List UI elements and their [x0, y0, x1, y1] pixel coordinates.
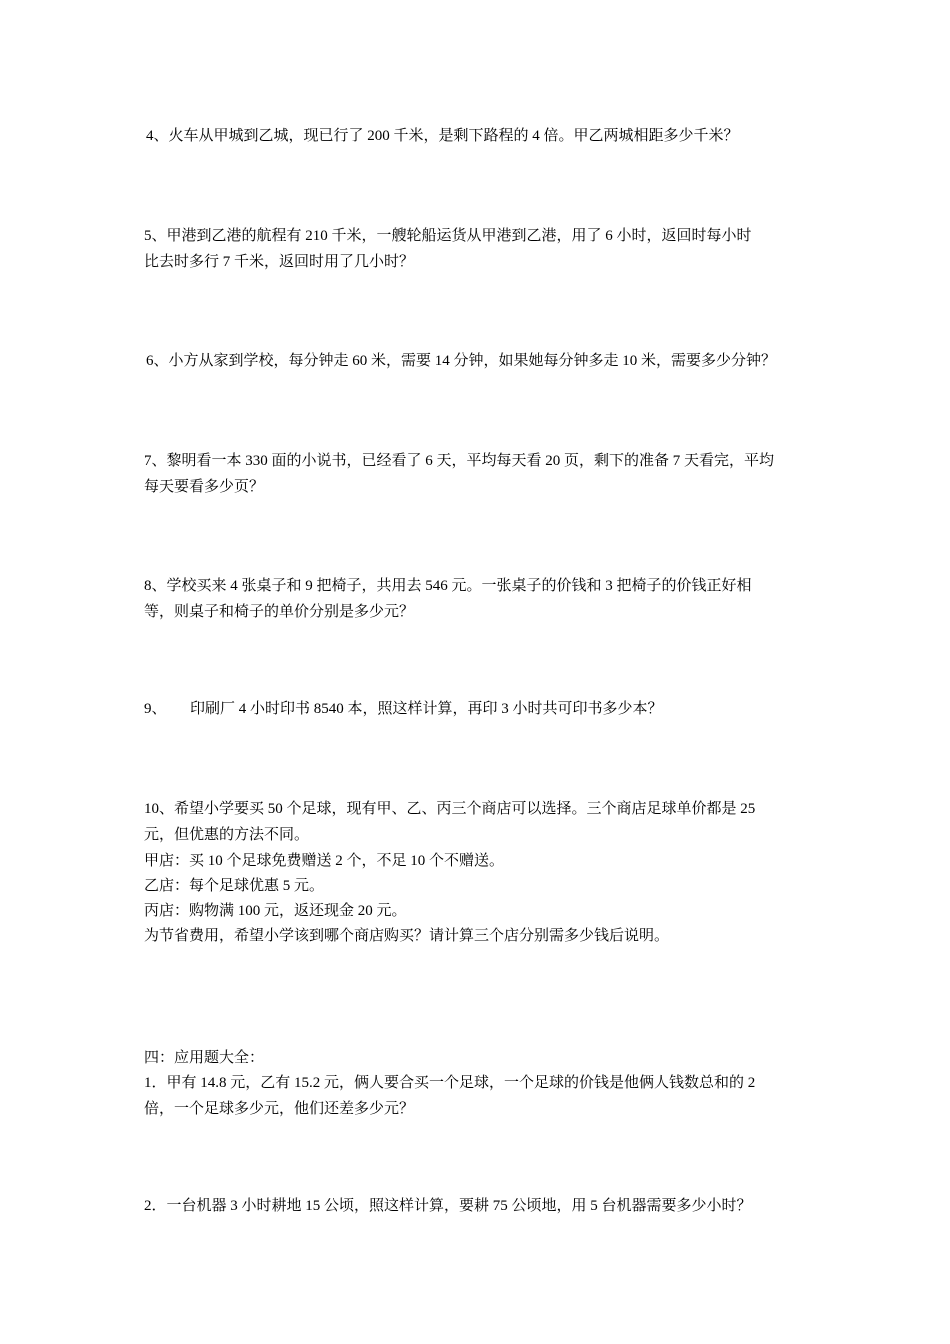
problem-10-store-c: 丙店：购物满 100 元，返还现金 20 元。 [144, 903, 407, 919]
problem-10-store-b: 乙店：每个足球优惠 5 元。 [144, 878, 325, 894]
problem-4: 4、火车从甲城到乙城，现已行了 200 千米，是剩下路程的 4 倍。甲乙两城相距多少千米？ [146, 128, 739, 144]
problem-5-line-2: 比去时多行 7 千米，返回时用了几小时？ [144, 254, 415, 270]
problem-9-number: 9、 [144, 701, 167, 717]
problem-5-line-1: 5、甲港到乙港的航程有 210 千米，一艘轮船运货从甲港到乙港，用了 6 小时，返回时每小时 [144, 228, 752, 244]
problem-7-line-1: 7、黎明看一本 330 面的小说书，已经看了 6 天，平均每天看 20 页，剩下的准备 7 天看完，平均 [144, 453, 775, 469]
problem-10-line-1: 10、希望小学要买 50 个足球，现有甲、乙、丙三个商店可以选择。三个商店足球单价都是 25 [144, 801, 756, 817]
section-4-question-1-line-1: 1．甲有 14.8 元，乙有 15.2 元，俩人要合买一个足球，一个足球的价钱是他俩人钱数总和的 2 [144, 1075, 756, 1091]
problem-9-text: 印刷厂 4 小时印书 8540 本，照这样计算，再印 3 小时共可印书多少本？ [190, 701, 663, 717]
problem-6: 6、小方从家到学校，每分钟走 60 米，需要 14 分钟，如果她每分钟多走 10 米，需要多少分钟？ [146, 353, 777, 369]
problem-10-question: 为节省费用，希望小学该到哪个商店购买？请计算三个店分别需多少钱后说明。 [144, 928, 670, 944]
section-4-question-1-line-2: 倍，一个足球多少元，他们还差多少元？ [144, 1101, 415, 1117]
problem-8-line-1: 8、学校买来 4 张桌子和 9 把椅子，共用去 546 元。一张桌子的价钱和 3 把椅子的价钱正好相 [144, 578, 752, 594]
problem-8-line-2: 等，则桌子和椅子的单价分别是多少元？ [144, 604, 415, 620]
problem-9 [144, 697, 663, 721]
problem-7-line-2: 每天要看多少页？ [144, 479, 265, 495]
problem-10-line-2: 元，但优惠的方法不同。 [144, 827, 310, 843]
section-4-heading: 四：应用题大全： [144, 1050, 265, 1066]
problem-10-store-a: 甲店：买 10 个足球免费赠送 2 个，不足 10 个不赠送。 [144, 853, 505, 869]
section-4-question-2: 2．一台机器 3 小时耕地 15 公顷，照这样计算，要耕 75 公顷地，用 5 台机器需要多少小时？ [144, 1198, 752, 1214]
